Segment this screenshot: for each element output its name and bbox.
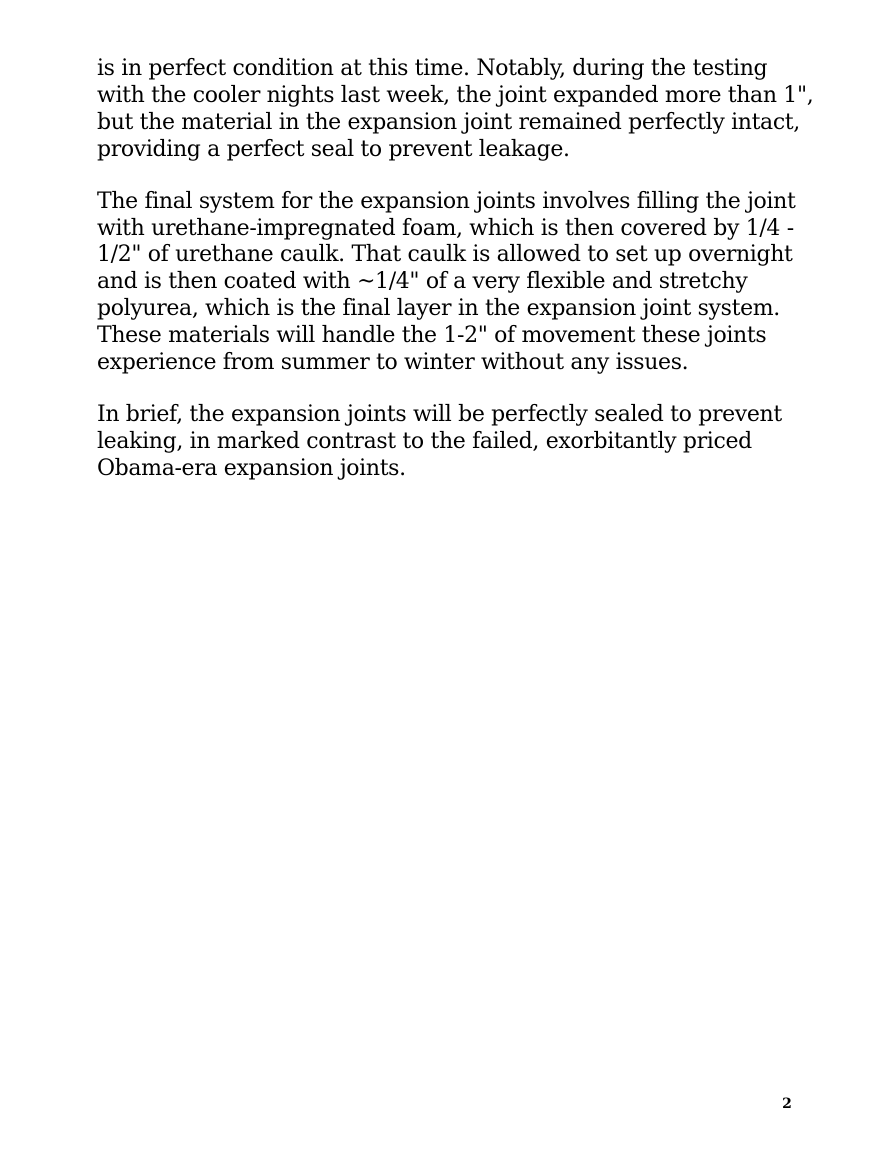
text-line: In brief, the expansion joints will be perfectly sealed to prevent bbox=[97, 401, 782, 427]
text-line: and is then coated with ~1/4" of a very flexible and stretchy bbox=[97, 269, 748, 295]
text-line: with urethane-impregnated foam, which is then covered by 1/4 - bbox=[97, 215, 794, 241]
text-line: Obama-era expansion joints. bbox=[97, 455, 406, 481]
body-text bbox=[97, 56, 814, 508]
text-line: 1/2" of urethane caulk. That caulk is allowed to set up overnight bbox=[97, 242, 793, 268]
text-line: experience from summer to winter without any issues. bbox=[97, 350, 689, 376]
paragraph-3 bbox=[97, 402, 797, 483]
text-line: but the material in the expansion joint remained perfectly intact, bbox=[97, 109, 800, 135]
text-line: These materials will handle the 1-2" of movement these joints bbox=[97, 323, 767, 349]
page-number: 2 bbox=[782, 1096, 792, 1112]
paragraph-1 bbox=[97, 56, 814, 164]
text-line: leaking, in marked contrast to the failed, exorbitantly priced bbox=[97, 428, 752, 454]
text-line: with the cooler nights last week, the joint expanded more than 1", bbox=[97, 82, 814, 108]
paragraph-2 bbox=[97, 189, 797, 377]
text-line: The final system for the expansion joints involves filling the joint bbox=[97, 188, 796, 214]
text-line: providing a perfect seal to prevent leakage. bbox=[97, 136, 570, 162]
text-line: is in perfect condition at this time. Notably, during the testing bbox=[97, 56, 768, 81]
text-line: polyurea, which is the final layer in the expansion joint system. bbox=[97, 296, 780, 322]
